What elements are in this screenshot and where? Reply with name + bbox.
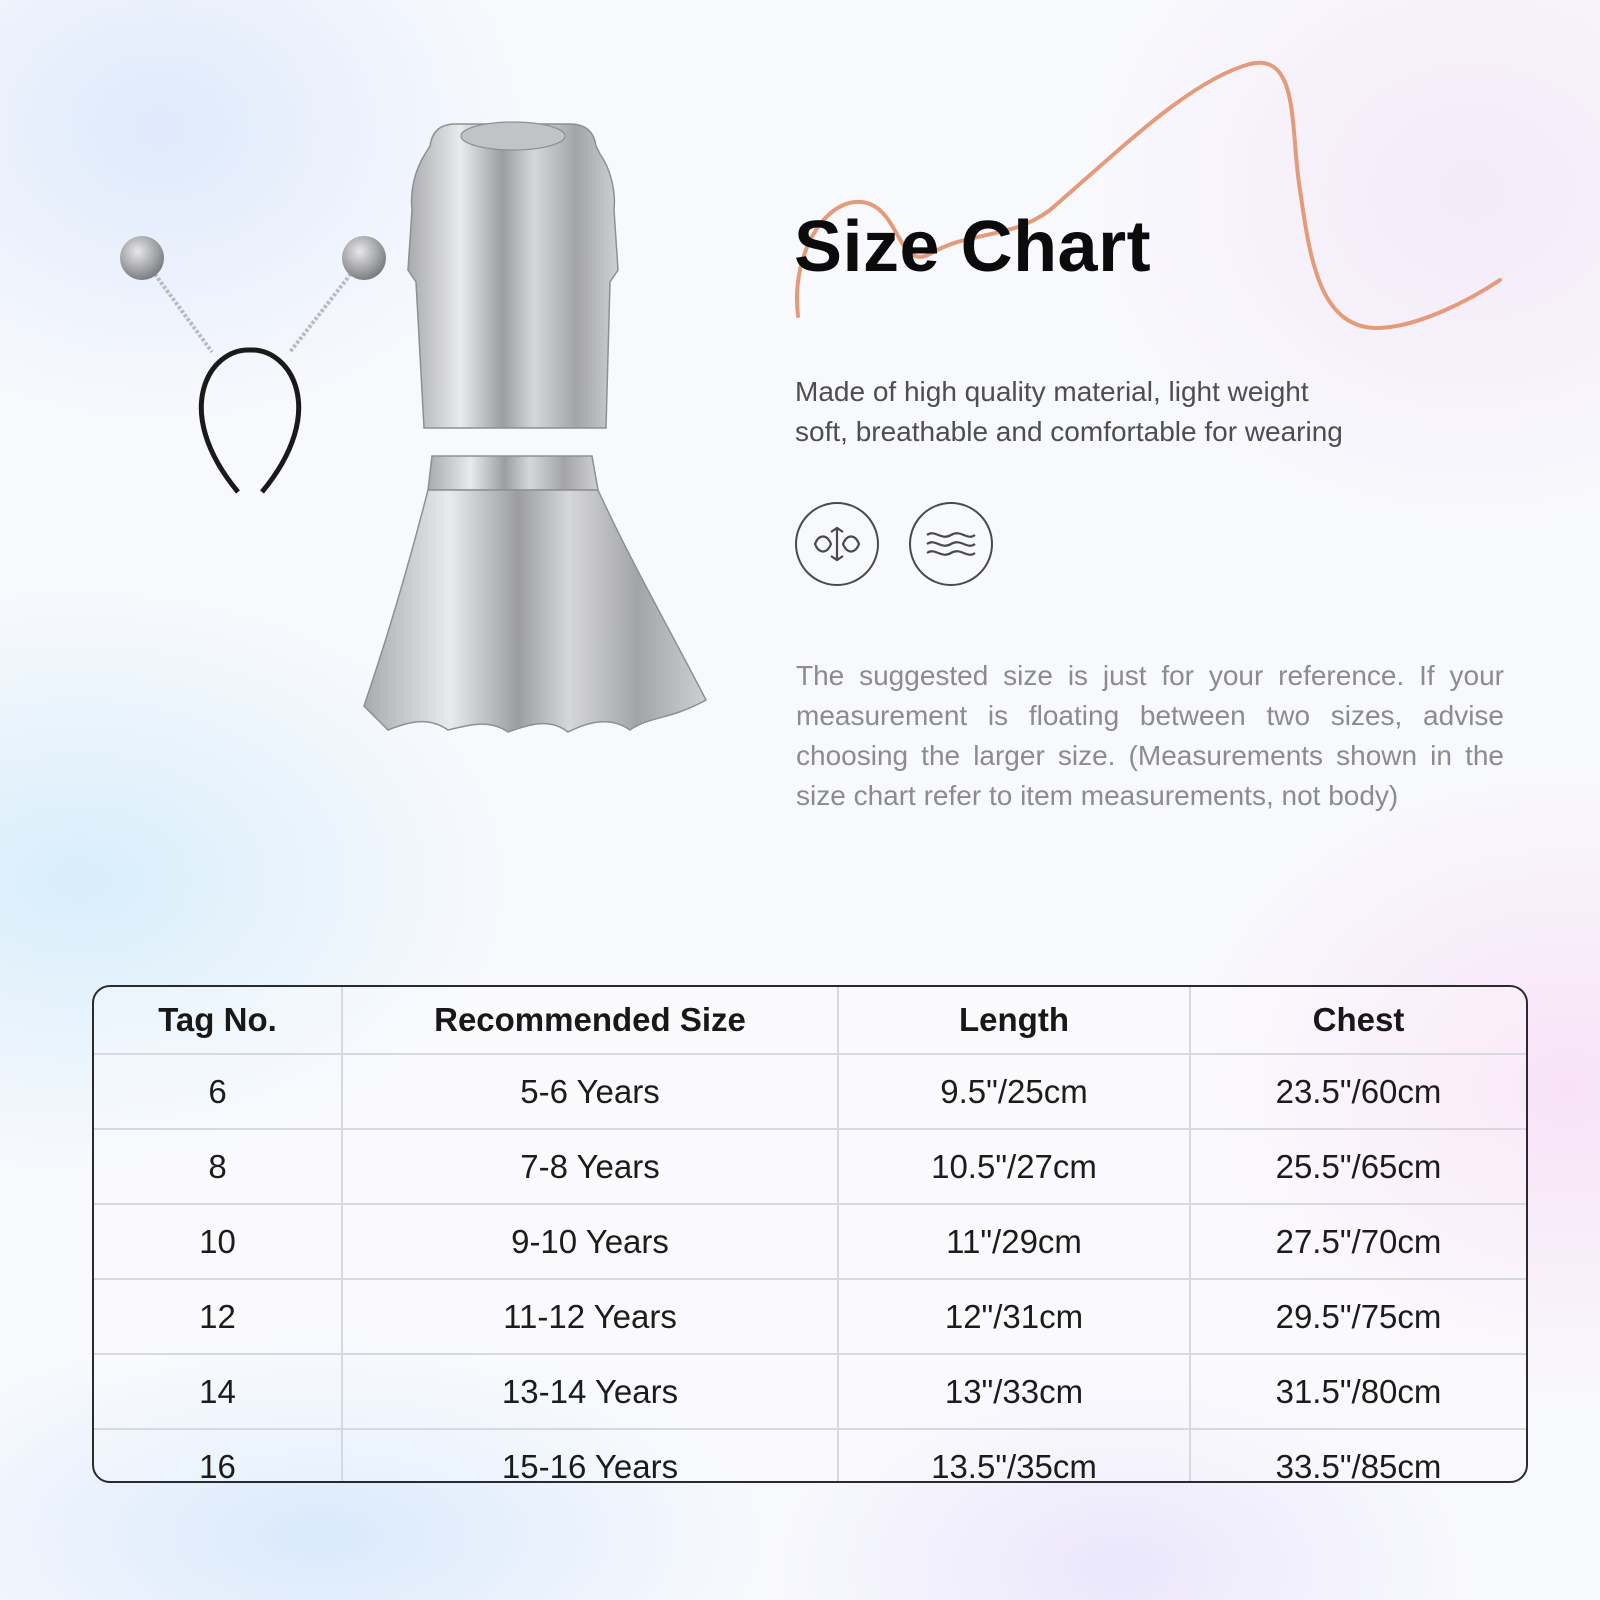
cell-recommended-size: 7-8 Years — [342, 1129, 838, 1204]
decorative-curve — [780, 40, 1520, 360]
material-description — [795, 372, 1435, 452]
cell-recommended-size: 9-10 Years — [342, 1204, 838, 1279]
cell-recommended-size: 15-16 Years — [342, 1429, 838, 1483]
description-line-1: Made of high quality material, light weight — [795, 376, 1309, 407]
cell-length: 12"/31cm — [838, 1279, 1190, 1354]
cell-length: 13.5"/35cm — [838, 1429, 1190, 1483]
cell-chest: 33.5"/85cm — [1275, 1447, 1442, 1483]
skirt-icon — [364, 456, 706, 732]
cell-length: 11"/29cm — [838, 1204, 1190, 1279]
size-advice-note: The suggested size is just for your reference. If your measurement is floating between two sizes, advise choosing the larger size. (Measurements shown in the size chart refer to item measurements, not body) — [796, 660, 1504, 811]
cell-length: 13"/33cm — [838, 1354, 1190, 1429]
antenna-headband-icon — [120, 236, 386, 492]
table-header-row — [94, 987, 1526, 1054]
header-tag-no: Tag No. — [94, 987, 342, 1054]
cell-chest: 27.5"/70cm — [1190, 1204, 1526, 1279]
size-table — [92, 985, 1528, 1483]
header-chest: Chest — [1190, 987, 1526, 1054]
cell-tag-no: 10 — [94, 1204, 342, 1279]
crop-top-icon — [408, 122, 618, 428]
header-recommended-size: Recommended Size — [342, 987, 838, 1054]
cell-tag-no: 6 — [94, 1054, 342, 1129]
table-row — [94, 1204, 1526, 1279]
cell-chest: 29.5"/75cm — [1190, 1279, 1526, 1354]
cell-tag-no: 12 — [94, 1279, 342, 1354]
cell-chest: 31.5"/80cm — [1190, 1354, 1526, 1429]
table-row — [94, 1054, 1526, 1129]
cell-tag-no: 16 — [94, 1429, 342, 1483]
cell-chest: 25.5"/65cm — [1190, 1129, 1526, 1204]
table-row — [94, 1429, 1526, 1483]
header-length: Length — [838, 987, 1190, 1054]
cell-recommended-size: 5-6 Years — [342, 1054, 838, 1129]
cell-tag-no: 14 — [94, 1354, 342, 1429]
table-row — [94, 1354, 1526, 1429]
table-row — [94, 1279, 1526, 1354]
cell-length: 10.5"/27cm — [838, 1129, 1190, 1204]
cell-recommended-size: 13-14 Years — [342, 1354, 838, 1429]
breathable-icon — [795, 502, 879, 586]
cell-recommended-size: 11-12 Years — [342, 1279, 838, 1354]
cell-tag-no: 8 — [94, 1129, 342, 1204]
page-title: Size Chart — [794, 207, 1152, 287]
description-line-2: soft, breathable and comfortable for wearing — [795, 416, 1343, 447]
cell-chest: 23.5"/60cm — [1190, 1054, 1526, 1129]
product-image — [110, 110, 730, 750]
feature-icons — [795, 502, 993, 586]
table-row — [94, 1129, 1526, 1204]
cell-length: 9.5"/25cm — [838, 1054, 1190, 1129]
soft-wave-icon — [909, 502, 993, 586]
